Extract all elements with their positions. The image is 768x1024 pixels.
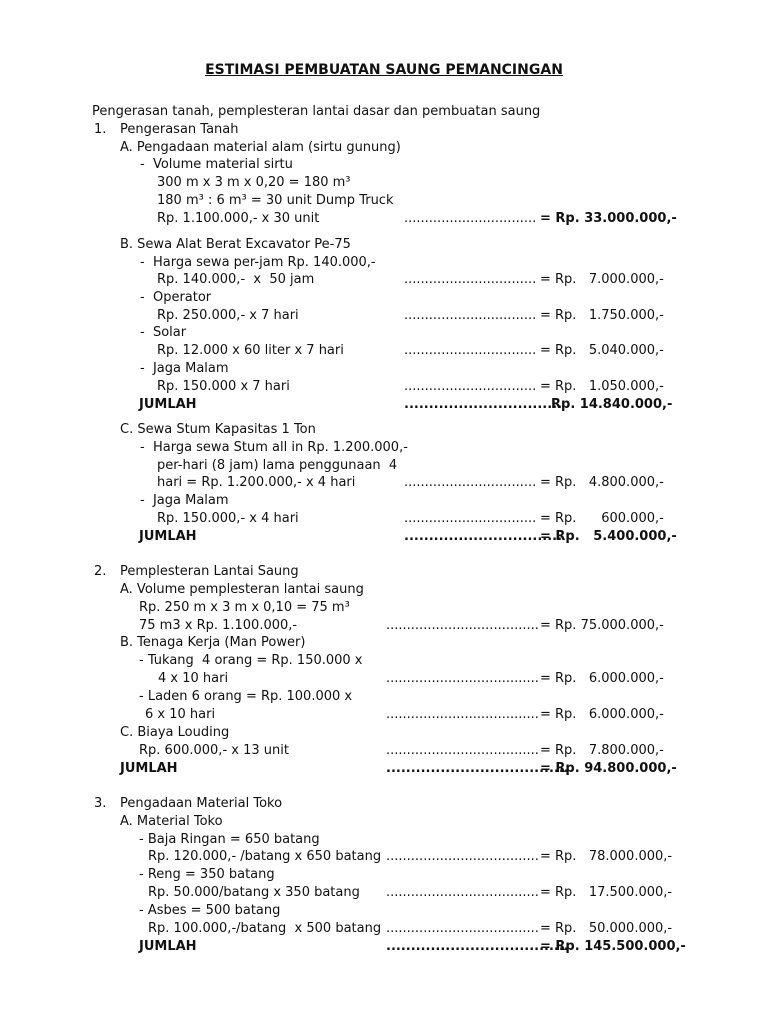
dot-leader: ................................: [404, 343, 537, 358]
amount: = Rp. 6.000.000,-: [540, 707, 664, 722]
dot-leader: ................................: [404, 475, 537, 490]
document-title: ESTIMASI PEMBUATAN SAUNG PEMANCINGAN: [205, 62, 563, 78]
dot-leader: ................................: [404, 308, 537, 323]
section-1a-heading: A. Pengadaan material alam (sirtu gunung): [120, 140, 401, 155]
text-line: - Laden 6 orang = Rp. 100.000 x: [139, 689, 353, 704]
total-amount: = Rp. 94.800.000,-: [540, 761, 677, 776]
section-2-heading: Pemplesteran Lantai Saung: [120, 564, 299, 579]
text-line: 180 m³ : 6 m³ = 30 unit Dump Truck: [157, 193, 394, 208]
section-1-heading: Pengerasan Tanah: [120, 122, 239, 137]
text-line: Rp. 250 m x 3 m x 0,10 = 75 m³: [139, 600, 350, 615]
dot-leader: ................................: [404, 211, 537, 226]
amount: = Rp. 75.000.000,-: [540, 618, 664, 633]
dot-leader: ................................: [404, 379, 537, 394]
text-line: Rp. 12.000 x 60 liter x 7 hari: [157, 343, 344, 358]
dot-leader: .....................................: [386, 618, 539, 633]
dot-leader: .....................................: [386, 743, 539, 758]
dot-leader: .....................................: [386, 939, 569, 954]
amount: = Rp. 600.000,-: [540, 511, 664, 526]
dot-leader: .....................................: [386, 671, 539, 686]
text-line: Rp. 140.000,- x 50 jam: [157, 272, 315, 287]
text-line: 4 x 10 hari: [158, 671, 229, 686]
dot-leader: .....................................: [386, 885, 539, 900]
text-line: Rp. 120.000,- /batang x 650 batang: [148, 849, 382, 864]
amount: = Rp. 17.500.000,-: [540, 885, 673, 900]
total-label: JUMLAH: [139, 397, 197, 412]
total-label: JUMLAH: [139, 529, 197, 544]
text-line: Rp. 250.000,- x 7 hari: [157, 308, 299, 323]
text-line: - Operator: [140, 290, 212, 305]
section-2a-heading: A. Volume pemplesteran lantai saung: [120, 582, 364, 597]
text-line: - Asbes = 500 batang: [139, 903, 281, 918]
section-1-number: 1.: [94, 122, 107, 137]
amount: = Rp. 7.000.000,-: [540, 272, 664, 287]
amount: = Rp. 7.800.000,-: [540, 743, 664, 758]
section-1c-heading: C. Sewa Stum Kapasitas 1 Ton: [120, 422, 316, 437]
section-1b-heading: B. Sewa Alat Berat Excavator Pe-75: [120, 237, 351, 252]
dot-leader: ................................: [404, 529, 563, 544]
text-line: 6 x 10 hari: [145, 707, 216, 722]
text-line: - Harga sewa per-jam Rp. 140.000,-: [140, 255, 376, 270]
dot-leader: .....................................: [386, 849, 539, 864]
total-amount: Rp. 14.840.000,-: [551, 397, 673, 412]
text-line: Rp. 1.100.000,- x 30 unit: [157, 211, 320, 226]
text-line: per-hari (8 jam) lama penggunaan 4: [157, 458, 398, 473]
text-line: 300 m x 3 m x 0,20 = 180 m³: [157, 175, 351, 190]
dot-leader: .....................................: [386, 707, 539, 722]
text-line: - Jaga Malam: [140, 493, 229, 508]
total-amount: = Rp. 145.500.000,-: [540, 939, 686, 954]
section-3-heading: Pengadaan Material Toko: [120, 796, 283, 811]
section-2b-heading: B. Tenaga Kerja (Man Power): [120, 635, 306, 650]
amount: = Rp. 4.800.000,-: [540, 475, 664, 490]
amount: = Rp. 1.750.000,-: [540, 308, 664, 323]
text-line: - Harga sewa Stum all in Rp. 1.200.000,-: [140, 440, 408, 455]
total-label: JUMLAH: [120, 761, 178, 776]
text-line: Rp. 150.000 x 7 hari: [157, 379, 290, 394]
dot-leader: .....................................: [386, 761, 569, 776]
text-line: - Volume material sirtu: [140, 157, 293, 172]
amount: = Rp. 5.040.000,-: [540, 343, 664, 358]
total-amount: = Rp. 5.400.000,-: [540, 529, 677, 544]
amount: = Rp. 1.050.000,-: [540, 379, 664, 394]
section-2c-heading: C. Biaya Louding: [120, 725, 230, 740]
text-line: Rp. 100.000,-/batang x 500 batang: [148, 921, 382, 936]
text-line: - Jaga Malam: [140, 361, 229, 376]
text-line: 75 m3 x Rp. 1.100.000,-: [139, 618, 298, 633]
text-line: Rp. 600.000,- x 13 unit: [139, 743, 289, 758]
amount: = Rp. 78.000.000,-: [540, 849, 673, 864]
text-line: - Solar: [140, 325, 187, 340]
text-line: - Reng = 350 batang: [139, 867, 275, 882]
text-line: hari = Rp. 1.200.000,- x 4 hari: [157, 475, 356, 490]
amount: = Rp. 50.000.000,-: [540, 921, 673, 936]
dot-leader: ................................: [404, 272, 537, 287]
text-line: Rp. 150.000,- x 4 hari: [157, 511, 299, 526]
text-line: Rp. 50.000/batang x 350 batang: [148, 885, 360, 900]
text-line: - Tukang 4 orang = Rp. 150.000 x: [139, 653, 363, 668]
dot-leader: ................................: [404, 511, 537, 526]
amount: = Rp. 33.000.000,-: [540, 211, 677, 226]
section-3-number: 3.: [94, 796, 107, 811]
total-label: JUMLAH: [139, 939, 197, 954]
intro-text: Pengerasan tanah, pemplesteran lantai dasar dan pembuatan saung: [92, 104, 541, 119]
text-line: - Baja Ringan = 650 batang: [139, 832, 320, 847]
dot-leader: ................................: [404, 397, 563, 412]
section-2-number: 2.: [94, 564, 107, 579]
section-3a-heading: A. Material Toko: [120, 814, 223, 829]
amount: = Rp. 6.000.000,-: [540, 671, 664, 686]
dot-leader: .....................................: [386, 921, 539, 936]
